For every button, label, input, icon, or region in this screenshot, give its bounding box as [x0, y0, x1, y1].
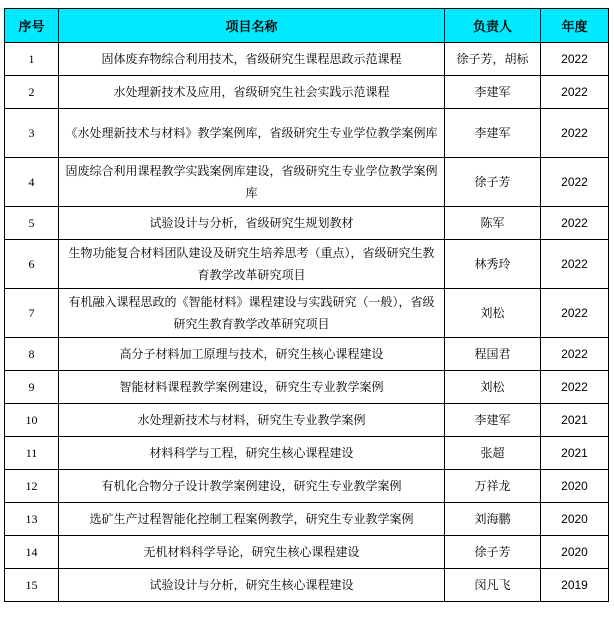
table-row: [5, 158, 609, 207]
row-index: 2: [5, 76, 59, 109]
row-project-name: 智能材料课程教学案例建设，研究生专业教学案例: [59, 371, 445, 404]
row-index: 6: [5, 240, 59, 289]
table-row: [5, 240, 609, 289]
row-year: 2022: [541, 338, 609, 371]
table-row: [5, 371, 609, 404]
row-index: 10: [5, 404, 59, 437]
row-project-name: 有机融入课程思政的《智能材料》课程建设与实践研究（一般），省级研究生教育教学改革研究项目: [59, 289, 445, 338]
row-year: 2022: [541, 371, 609, 404]
table-row: [5, 207, 609, 240]
row-index: 5: [5, 207, 59, 240]
row-owner: 李建军: [445, 404, 541, 437]
projects-table: [4, 8, 609, 602]
row-project-name: 试验设计与分析，研究生核心课程建设: [59, 569, 445, 602]
table-row: [5, 404, 609, 437]
table-row: [5, 76, 609, 109]
table-row: [5, 536, 609, 569]
row-owner: 刘松: [445, 371, 541, 404]
table-row: [5, 109, 609, 158]
row-owner: 徐子芳: [445, 158, 541, 207]
header-project-name: 项目名称: [59, 9, 445, 43]
row-year: 2022: [541, 207, 609, 240]
row-owner: 程国君: [445, 338, 541, 371]
table-row: [5, 437, 609, 470]
row-index: 15: [5, 569, 59, 602]
row-project-name: 固废综合利用课程教学实践案例库建设，省级研究生专业学位教学案例库: [59, 158, 445, 207]
table-row: [5, 569, 609, 602]
row-index: 12: [5, 470, 59, 503]
row-project-name: 固体废弃物综合利用技术，省级研究生课程思政示范课程: [59, 43, 445, 76]
table-row: [5, 338, 609, 371]
row-project-name: 无机材料科学导论，研究生核心课程建设: [59, 536, 445, 569]
row-owner: 万祥龙: [445, 470, 541, 503]
row-year: 2019: [541, 569, 609, 602]
table-row: [5, 503, 609, 536]
row-owner: 李建军: [445, 109, 541, 158]
row-year: 2020: [541, 470, 609, 503]
row-index: 11: [5, 437, 59, 470]
row-year: 2020: [541, 503, 609, 536]
row-year: 2022: [541, 43, 609, 76]
row-year: 2020: [541, 536, 609, 569]
table-row: [5, 43, 609, 76]
row-year: 2021: [541, 404, 609, 437]
row-owner: 刘海鹏: [445, 503, 541, 536]
row-year: 2022: [541, 158, 609, 207]
row-index: 14: [5, 536, 59, 569]
row-owner: 徐子芳，胡标: [445, 43, 541, 76]
row-index: 13: [5, 503, 59, 536]
row-owner: 徐子芳: [445, 536, 541, 569]
row-project-name: 水处理新技术与材料，研究生专业教学案例: [59, 404, 445, 437]
row-owner: 李建军: [445, 76, 541, 109]
row-year: 2022: [541, 76, 609, 109]
header-index: 序号: [5, 9, 59, 43]
row-project-name: 材料科学与工程，研究生核心课程建设: [59, 437, 445, 470]
row-owner: 张超: [445, 437, 541, 470]
row-project-name: 选矿生产过程智能化控制工程案例教学，研究生专业教学案例: [59, 503, 445, 536]
row-index: 8: [5, 338, 59, 371]
header-row: [5, 9, 609, 43]
row-project-name: 《水处理新技术与材料》教学案例库，省级研究生专业学位教学案例库: [59, 109, 445, 158]
table-row: [5, 470, 609, 503]
row-index: 7: [5, 289, 59, 338]
row-owner: 闵凡飞: [445, 569, 541, 602]
row-project-name: 生物功能复合材料团队建设及研究生培养思考（重点），省级研究生教育教学改革研究项目: [59, 240, 445, 289]
table-body: [5, 43, 609, 602]
row-index: 4: [5, 158, 59, 207]
row-index: 3: [5, 109, 59, 158]
row-owner: 刘松: [445, 289, 541, 338]
row-year: 2022: [541, 109, 609, 158]
table-row: [5, 289, 609, 338]
header-owner: 负责人: [445, 9, 541, 43]
row-index: 1: [5, 43, 59, 76]
row-project-name: 试验设计与分析，省级研究生规划教材: [59, 207, 445, 240]
row-owner: 林秀玲: [445, 240, 541, 289]
row-index: 9: [5, 371, 59, 404]
row-project-name: 高分子材料加工原理与技术，研究生核心课程建设: [59, 338, 445, 371]
row-project-name: 水处理新技术及应用，省级研究生社会实践示范课程: [59, 76, 445, 109]
row-owner: 陈军: [445, 207, 541, 240]
row-year: 2022: [541, 240, 609, 289]
table-header: [5, 9, 609, 43]
row-year: 2022: [541, 289, 609, 338]
row-year: 2021: [541, 437, 609, 470]
row-project-name: 有机化合物分子设计教学案例建设，研究生专业教学案例: [59, 470, 445, 503]
header-year: 年度: [541, 9, 609, 43]
